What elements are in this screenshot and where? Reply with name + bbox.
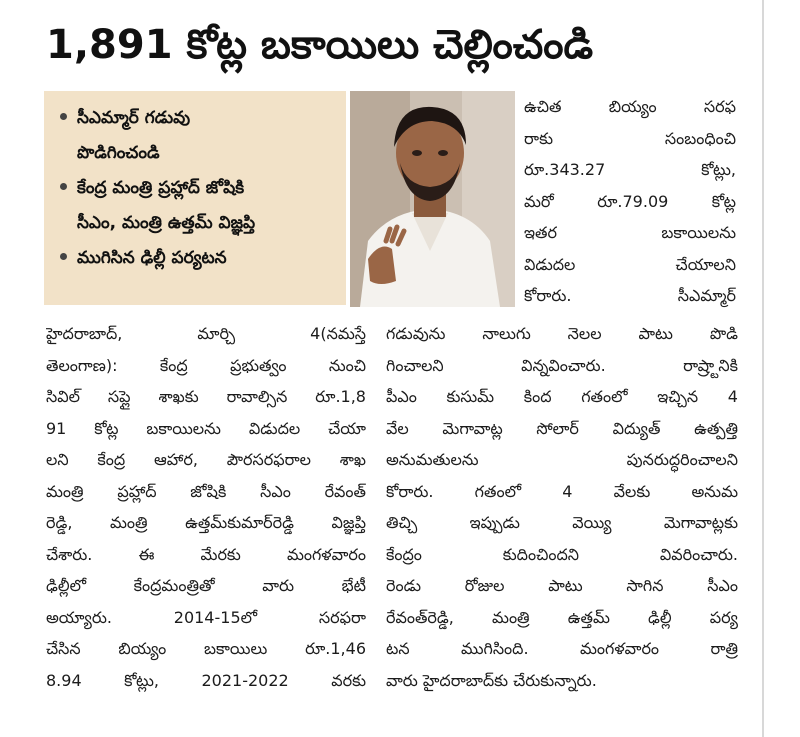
text-line: ఢిల్లీలో కేంద్రమంత్రితో వారు భేటీ [46, 576, 366, 595]
text-line: కేంద్రం కుదించిందని వివరించారు. [386, 544, 738, 564]
text-line: పీఎం కుసుమ్ కింద గతంలో ఇచ్చిన 4 [386, 387, 738, 406]
text-line: కోరారు. గతంలో 4 వేలకు అనుమ [386, 481, 738, 501]
text-line: వారు హైదరాబాద్‌కు చేరుకున్నారు. [386, 670, 597, 690]
text-line: రూ.343.27 కోట్లు, [524, 160, 736, 179]
text-line: అయ్యారు. 2014-15లో సరఫరా [46, 607, 366, 627]
text-line: విడుదల చేయాలని [524, 254, 736, 274]
text-line: 8.94 కోట్లు, 2021-2022 వరకు [46, 670, 366, 690]
bullet-icon [60, 253, 67, 260]
text-line: తిచ్చి ఇప్పుడు వెయ్యి మెగావాట్లకు [386, 513, 738, 532]
article-column-top [524, 91, 736, 312]
highlight-line: పొడిగించండి [77, 143, 160, 163]
text-line: అనుమతులను పునరుద్ధరించాలని [386, 450, 738, 469]
text-line: ఉచిత బియ్యం సరఫ [524, 97, 736, 116]
text-line: రాకు సంబంధించి [524, 128, 736, 148]
text-line: సివిల్ సప్లై శాఖకు రావాల్సిన రూ.1,8 [46, 387, 366, 406]
text-line: కోరారు. సీఎమ్మార్ [524, 286, 736, 305]
text-line: టన ముగిసింది. మంగళవారం రాత్రి [386, 639, 738, 658]
highlight-line: కేంద్ర మంత్రి ప్రహ్లాద్ జోషికి [56, 171, 338, 206]
highlights-box [44, 91, 346, 305]
text-line: వేల మెగావాట్ల సోలార్ విద్యుత్ ఉత్పత్తి [386, 418, 738, 438]
text-line: గడువును నాలుగు నెలల పాటు పొడి [386, 324, 738, 343]
headline: 1,891 కోట్ల బకాయిలు చెల్లించండి [46, 22, 594, 68]
text-line: తెలంగాణ): కేంద్ర ప్రభుత్వం నుంచి [46, 355, 366, 375]
text-line: మరో రూ.79.09 కోట్ల [524, 191, 736, 211]
bullet-icon [60, 183, 67, 190]
text-line: ఇతర బకాయిలను [524, 223, 736, 242]
photo-chief-minister [350, 91, 515, 307]
highlight-line: సీఎమ్మార్ గడువు [56, 101, 338, 136]
text-line: రెండు రోజుల పాటు సాగిన సీఎం [386, 576, 738, 595]
text-line: రేవంత్‌రెడ్డి, మంత్రి ఉత్తమ్ ఢిల్లీ పర్య [386, 607, 738, 627]
text-line: చేశారు. ఈ మేరకు మంగళవారం [46, 544, 366, 564]
text-line: మంత్రి ప్రహ్లాద్ జోషికి సీఎం రేవంత్ [46, 481, 366, 501]
bullet-icon [60, 113, 67, 120]
text-line: చేసిన బియ్యం బకాయిలు రూ.1,46 [46, 639, 366, 658]
text-line: 91 కోట్ల బకాయిలను విడుదల చేయా [46, 418, 366, 438]
text-line: హైదరాబాద్, మార్చి 4(నమస్తే [46, 324, 366, 343]
person-photo-icon [350, 91, 515, 307]
text-line: రెడ్డి, మంత్రి ఉత్తమ్‌కుమార్‌రెడ్డి విజ్ఞప్తి [46, 513, 366, 532]
article-column-right [386, 318, 738, 696]
article-column-left [46, 318, 366, 696]
text-line: లని కేంద్ర ఆహార, పౌరసరఫరాల శాఖ [46, 450, 366, 469]
text-line: గించాలని విన్నవించారు. రాష్ర్టానికి [386, 355, 738, 375]
highlight-line: ముగిసిన ఢిల్లీ పర్యటన [56, 241, 338, 276]
highlight-line: సీఎం, మంత్రి ఉత్తమ్ విజ్ఞప్తి [77, 213, 256, 233]
